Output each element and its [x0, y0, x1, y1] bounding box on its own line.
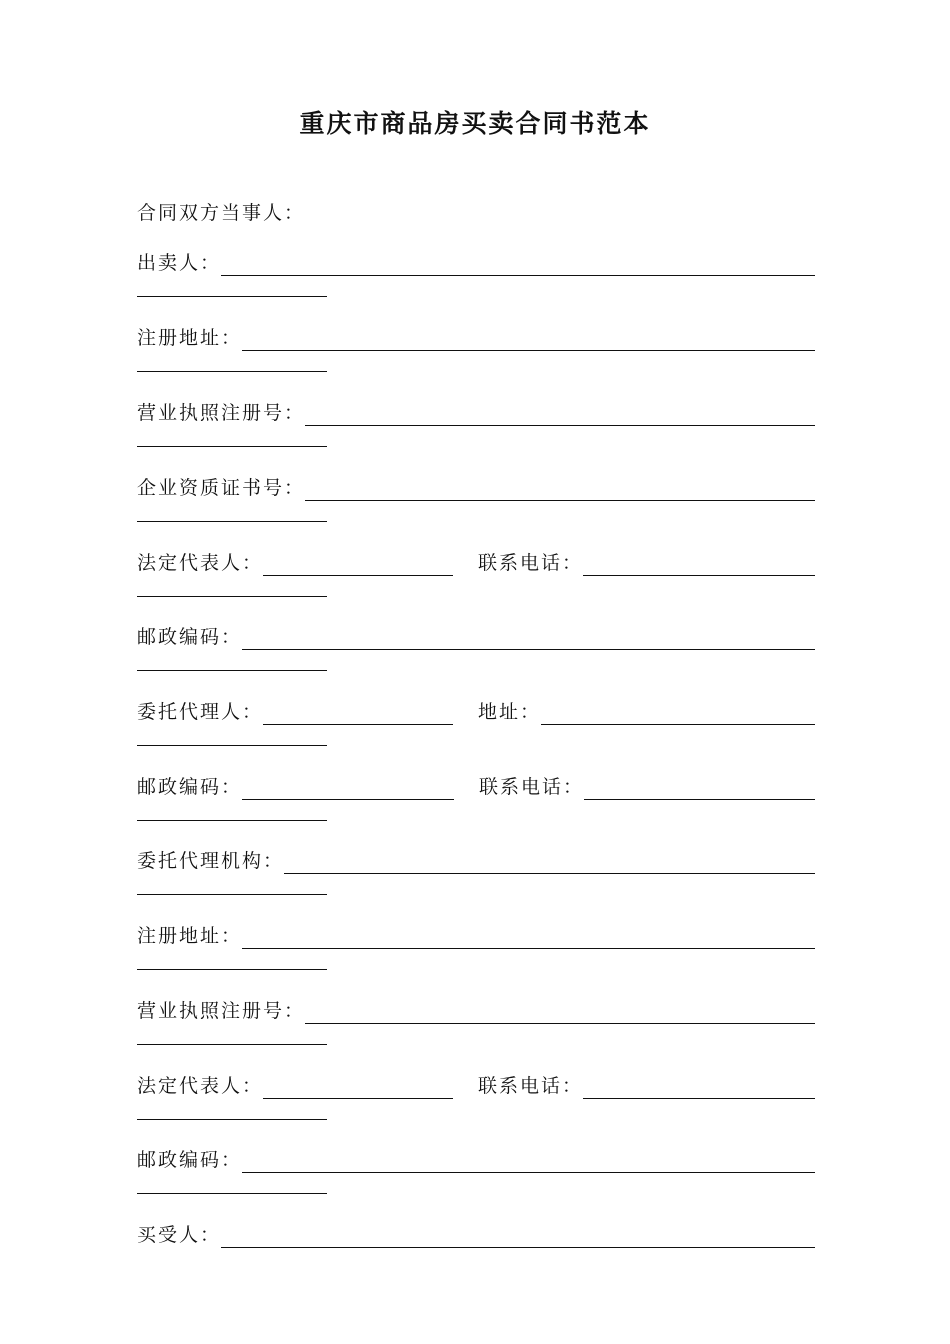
blank-line[interactable]	[242, 627, 815, 650]
blank-line[interactable]	[242, 926, 815, 949]
field-label: 注册地址：	[137, 327, 243, 349]
document-title: 重庆市商品房买卖合同书范本	[299, 109, 651, 138]
field-buyer	[137, 1218, 815, 1288]
blank-line[interactable]	[584, 777, 815, 800]
field-agency	[137, 844, 815, 914]
parties-intro: 合同双方当事人：	[137, 202, 306, 224]
blank-line[interactable]	[541, 702, 815, 725]
field-agency-legal-rep-phone	[137, 1069, 815, 1139]
field-label: 委托代理机构：	[137, 850, 285, 872]
field-label: 委托代理人：	[137, 701, 264, 723]
field-registered-address	[137, 321, 815, 391]
continuation-line	[137, 371, 327, 372]
field-label: 法定代表人：	[137, 1075, 264, 1097]
field-postal-code	[137, 620, 815, 690]
continuation-line	[137, 446, 327, 447]
field-label: 营业执照注册号：	[137, 402, 306, 424]
field-label: 邮政编码：	[137, 626, 243, 648]
continuation-line	[137, 820, 327, 821]
blank-line[interactable]	[583, 1076, 815, 1099]
field-label: 邮政编码：	[137, 776, 243, 798]
field-business-license	[137, 396, 815, 466]
field-label-secondary: 联系电话：	[478, 1075, 584, 1097]
blank-line[interactable]	[263, 702, 453, 725]
field-label: 营业执照注册号：	[137, 1000, 306, 1022]
field-label-secondary: 联系电话：	[478, 552, 584, 574]
field-label: 注册地址：	[137, 925, 243, 947]
field-seller	[137, 246, 815, 316]
continuation-line	[137, 596, 327, 597]
blank-line[interactable]	[242, 328, 815, 351]
blank-line[interactable]	[263, 1076, 453, 1099]
blank-line[interactable]	[305, 478, 815, 501]
field-postal-phone	[137, 770, 815, 840]
continuation-line	[137, 745, 327, 746]
blank-line[interactable]	[305, 403, 815, 426]
continuation-line	[137, 296, 327, 297]
continuation-line	[137, 1193, 327, 1194]
field-agency-business-license	[137, 994, 815, 1064]
field-label: 企业资质证书号：	[137, 477, 306, 499]
field-qualification-cert	[137, 471, 815, 541]
blank-line[interactable]	[221, 1225, 815, 1248]
continuation-line	[137, 1119, 327, 1120]
blank-line[interactable]	[242, 777, 454, 800]
field-label: 买受人：	[137, 1224, 222, 1246]
blank-line[interactable]	[305, 1001, 815, 1024]
continuation-line	[137, 969, 327, 970]
field-legal-rep-phone	[137, 546, 815, 616]
blank-line[interactable]	[284, 851, 815, 874]
continuation-line	[137, 1044, 327, 1045]
field-label: 邮政编码：	[137, 1149, 243, 1171]
field-agent-address	[137, 695, 815, 765]
continuation-line	[137, 670, 327, 671]
field-agency-registered-address	[137, 919, 815, 989]
continuation-line	[137, 521, 327, 522]
field-label-secondary: 联系电话：	[479, 776, 585, 798]
blank-line[interactable]	[583, 553, 815, 576]
continuation-line	[137, 894, 327, 895]
field-label: 出卖人：	[137, 252, 222, 274]
blank-line[interactable]	[221, 253, 815, 276]
field-agency-postal-code	[137, 1143, 815, 1213]
blank-line[interactable]	[263, 553, 453, 576]
field-label-secondary: 地址：	[478, 701, 542, 723]
field-label: 法定代表人：	[137, 552, 264, 574]
blank-line[interactable]	[242, 1150, 815, 1173]
